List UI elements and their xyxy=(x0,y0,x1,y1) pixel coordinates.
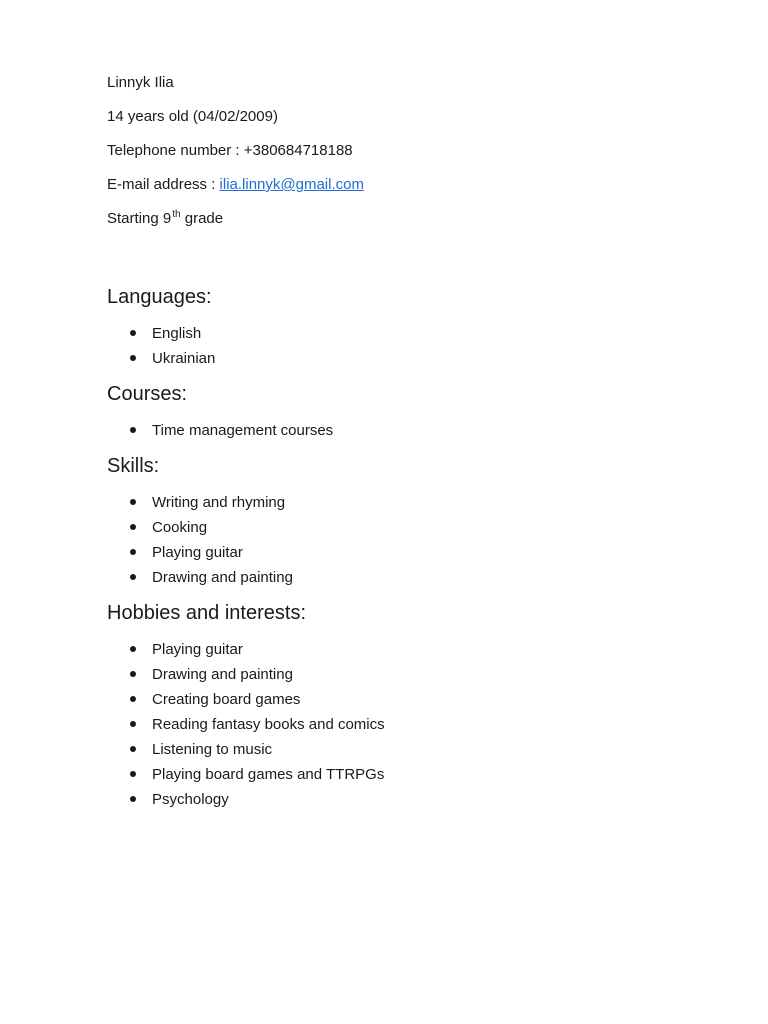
list-item-text: Reading fantasy books and comics xyxy=(152,716,385,733)
list-item xyxy=(107,321,707,346)
bullet-icon xyxy=(130,330,136,336)
hobbies-heading: Hobbies and interests: xyxy=(107,602,307,624)
grade-prefix: Starting 9 xyxy=(107,210,172,227)
courses-list xyxy=(107,418,707,443)
list-item xyxy=(107,687,707,712)
bullet-icon xyxy=(130,771,136,777)
bullet-icon xyxy=(130,574,136,580)
list-item-text: Writing and rhyming xyxy=(152,494,286,511)
bullet-icon xyxy=(130,427,136,433)
list-item-text: Playing guitar xyxy=(152,544,243,561)
list-item xyxy=(107,346,707,371)
list-item xyxy=(107,637,707,662)
bullet-icon xyxy=(130,524,136,530)
bullet-icon xyxy=(130,646,136,652)
bullet-icon xyxy=(130,796,136,802)
list-item-text: Time management courses xyxy=(152,422,334,439)
list-item-text: Psychology xyxy=(152,791,229,808)
list-item-text: English xyxy=(152,325,202,342)
grade-superscript: th xyxy=(172,209,181,220)
languages-list xyxy=(107,321,707,371)
phone-number: +380684718188 xyxy=(243,142,353,159)
list-item-text: Drawing and painting xyxy=(152,569,293,586)
phone-line xyxy=(107,140,707,162)
list-item xyxy=(107,762,707,787)
list-item-text: Drawing and painting xyxy=(152,666,293,683)
list-item-text: Cooking xyxy=(152,519,208,536)
list-item xyxy=(107,737,707,762)
bullet-icon xyxy=(130,721,136,727)
age-line: 14 years old (04/02/2009) xyxy=(107,108,278,125)
list-item xyxy=(107,418,707,443)
hobbies-list xyxy=(107,637,707,812)
courses-heading: Courses: xyxy=(107,383,188,405)
list-item xyxy=(107,712,707,737)
skills-heading: Skills: xyxy=(107,455,160,477)
bullet-icon xyxy=(130,549,136,555)
list-item xyxy=(107,490,707,515)
list-item-text: Creating board games xyxy=(152,691,301,708)
list-item xyxy=(107,540,707,565)
bullet-icon xyxy=(130,671,136,677)
full-name: Linnyk Ilia xyxy=(107,74,174,91)
email-line xyxy=(107,174,707,196)
list-item xyxy=(107,515,707,540)
languages-heading: Languages: xyxy=(107,286,212,308)
list-item xyxy=(107,787,707,812)
email-link[interactable]: ilia.linnyk@gmail.com xyxy=(219,176,364,193)
list-item-text: Ukrainian xyxy=(152,350,216,367)
bullet-icon xyxy=(130,499,136,505)
email-label: E-mail address : xyxy=(107,176,220,193)
skills-list xyxy=(107,490,707,590)
phone-label: Telephone number : xyxy=(107,142,244,159)
bullet-icon xyxy=(130,746,136,752)
list-item-text: Playing board games and TTRPGs xyxy=(152,766,385,783)
grade-suffix: grade xyxy=(180,210,224,227)
list-item xyxy=(107,662,707,687)
bullet-icon xyxy=(130,355,136,361)
list-item xyxy=(107,565,707,590)
grade-line xyxy=(107,208,707,230)
bullet-icon xyxy=(130,696,136,702)
list-item-text: Playing guitar xyxy=(152,641,243,658)
list-item-text: Listening to music xyxy=(152,741,273,758)
resume-content xyxy=(107,72,707,812)
